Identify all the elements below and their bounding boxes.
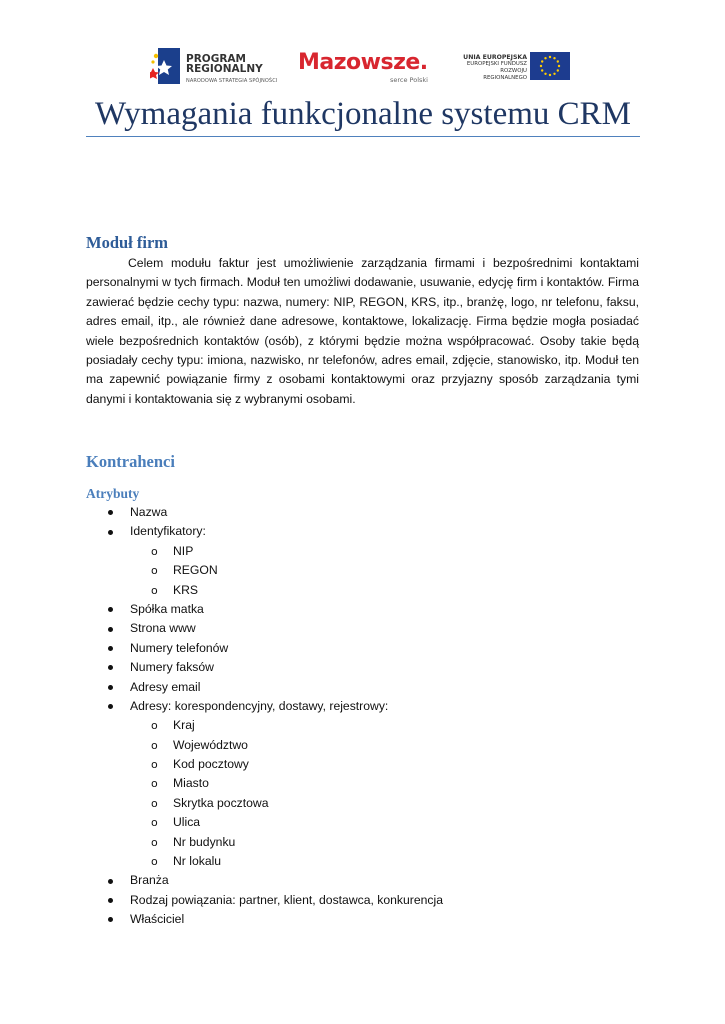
circle-bullet-icon: o [151, 796, 158, 810]
sub-list-item [0, 581, 725, 600]
sub-list-item-text: REGON [173, 563, 218, 578]
bullet-icon [108, 503, 113, 522]
list-item [0, 891, 725, 910]
bullet-icon [108, 600, 113, 619]
title-underline [86, 136, 640, 137]
list-item [0, 639, 725, 658]
bullet-icon [108, 658, 113, 677]
list-item [0, 600, 725, 619]
sub-list-item [0, 813, 725, 832]
bullet-icon [108, 522, 113, 541]
attributes-list [0, 503, 725, 930]
sub-list-item [0, 736, 725, 755]
sub-list-item-text: KRS [173, 582, 199, 597]
heading-modul-firm: Moduł firm [86, 233, 169, 252]
list-item-text: Nazwa [130, 505, 168, 519]
list-item-text: Adresy: korespondencyjny, dostawy, rejestrowy: [130, 698, 389, 713]
program-regionalny-line3: NARODOWA STRATEGIA SPÓJNOŚCI [186, 78, 278, 84]
list-item-text: Identyfikatory: [130, 524, 206, 539]
eu-flag-icon [530, 52, 570, 80]
mazowsze-subtitle: serce Polski [390, 76, 428, 84]
list-item-text: Numery faksów [130, 660, 214, 675]
unia-europejska-logo [455, 52, 575, 82]
list-item [0, 658, 725, 677]
eu-stars-icon [530, 52, 570, 80]
circle-bullet-icon: o [151, 738, 158, 752]
list-item-text: Numery telefonów [130, 640, 229, 655]
program-regionalny-logo [150, 46, 290, 90]
sub-list-item-text: Skrytka pocztowa [173, 795, 269, 810]
program-regionalny-line2: REGIONALNY [186, 63, 263, 75]
circle-bullet-icon: o [151, 719, 158, 733]
list-item-text: Branża [130, 873, 169, 888]
bullet-icon [108, 891, 113, 910]
circle-bullet-icon: o [151, 544, 158, 558]
circle-bullet-icon: o [151, 583, 158, 597]
unia-line2: EUROPEJSKI FUNDUSZ [466, 61, 527, 67]
circle-bullet-icon: o [151, 855, 158, 869]
list-item [0, 910, 725, 929]
list-item-text: Adresy email [130, 679, 201, 694]
sub-list-item [0, 542, 725, 561]
circle-bullet-icon: o [151, 816, 158, 830]
sub-list-item-text: NIP [173, 543, 194, 558]
list-item [0, 503, 725, 522]
bullet-icon [108, 639, 113, 658]
list-item-text: Właściciel [130, 912, 185, 927]
bullet-icon [108, 910, 113, 929]
bullet-icon [108, 619, 113, 638]
circle-bullet-icon: o [151, 564, 158, 578]
bullet-icon [108, 678, 113, 697]
sub-list-item-text: Miasto [173, 776, 209, 791]
sub-list-item [0, 794, 725, 813]
mazowsze-wordmark: Mazowsze. [298, 50, 428, 75]
bullet-icon [108, 697, 113, 716]
circle-bullet-icon: o [151, 758, 158, 772]
sub-list-item-text: Nr lokalu [173, 854, 222, 869]
list-item [0, 678, 725, 697]
unia-line3: ROZWOJU REGIONALNEGO [483, 68, 527, 81]
list-item-text: Strona www [130, 621, 196, 636]
sub-list-item [0, 716, 725, 735]
document-title: Wymagania funkcjonalne systemu CRM [95, 96, 631, 132]
circle-bullet-icon: o [151, 835, 158, 849]
sub-list-item-text: Kod pocztowy [173, 757, 249, 772]
list-item [0, 871, 725, 890]
mazowsze-logo [298, 50, 438, 90]
heading-atrybuty: Atrybuty [86, 486, 140, 501]
sub-list-item-text: Nr budynku [173, 834, 236, 849]
sub-list-item-text: Kraj [173, 718, 195, 733]
sub-list-item-text: Ulica [173, 815, 201, 830]
sub-list-item-text: Województwo [173, 737, 248, 752]
unia-line1: UNIA EUROPEJSKA [463, 54, 527, 61]
list-item [0, 697, 725, 716]
bullet-icon [108, 871, 113, 890]
sub-list-item [0, 833, 725, 852]
list-item [0, 619, 725, 638]
heading-kontrahenci: Kontrahenci [86, 452, 175, 471]
sub-list-item [0, 774, 725, 793]
program-regionalny-line1: PROGRAM [186, 53, 246, 65]
sub-list-item [0, 561, 725, 580]
modul-firm-paragraph: Celem modułu faktur jest umożliwienie zarządzania firmami i bezpośrednimi kontaktami personalnymi w tych firmach. Moduł ten umożliwi dodawanie, usuwanie, edycję firm i kontaktów. Firma zawierać będzie cechy typu: nazwa, numery: NIP, REGON, KRS, itp., branżę, logo, nr telefonu, faksu, adres email, itp., ale również dane adresowe, kontaktowe, lokalizację. Firma będzie mogła posiadać wiele bezpośrednich kontaktów (osób), z którymi będzie można współpracować. Osoby takie będą posiadały cechy typu: imiona, nazwisko, nr telefonów, adres email, zdjęcie, stanowisko, itp. Moduł ten ma zapewnić powiązanie firmy z osobami kontaktowymi oraz przyjazny sposób zarządzania tymi danymi i kontaktowania się z wybranymi osobami. [86, 256, 639, 406]
circle-bullet-icon: o [151, 777, 158, 791]
program-regionalny-emblem-icon [150, 46, 182, 86]
sub-list-item [0, 852, 725, 871]
list-item-text: Rodzaj powiązania: partner, klient, dostawca, konkurencja [130, 892, 443, 907]
sub-list-item [0, 755, 725, 774]
list-item [0, 522, 725, 541]
logo-bar [0, 40, 725, 90]
list-item-text: Spółka matka [130, 601, 204, 616]
